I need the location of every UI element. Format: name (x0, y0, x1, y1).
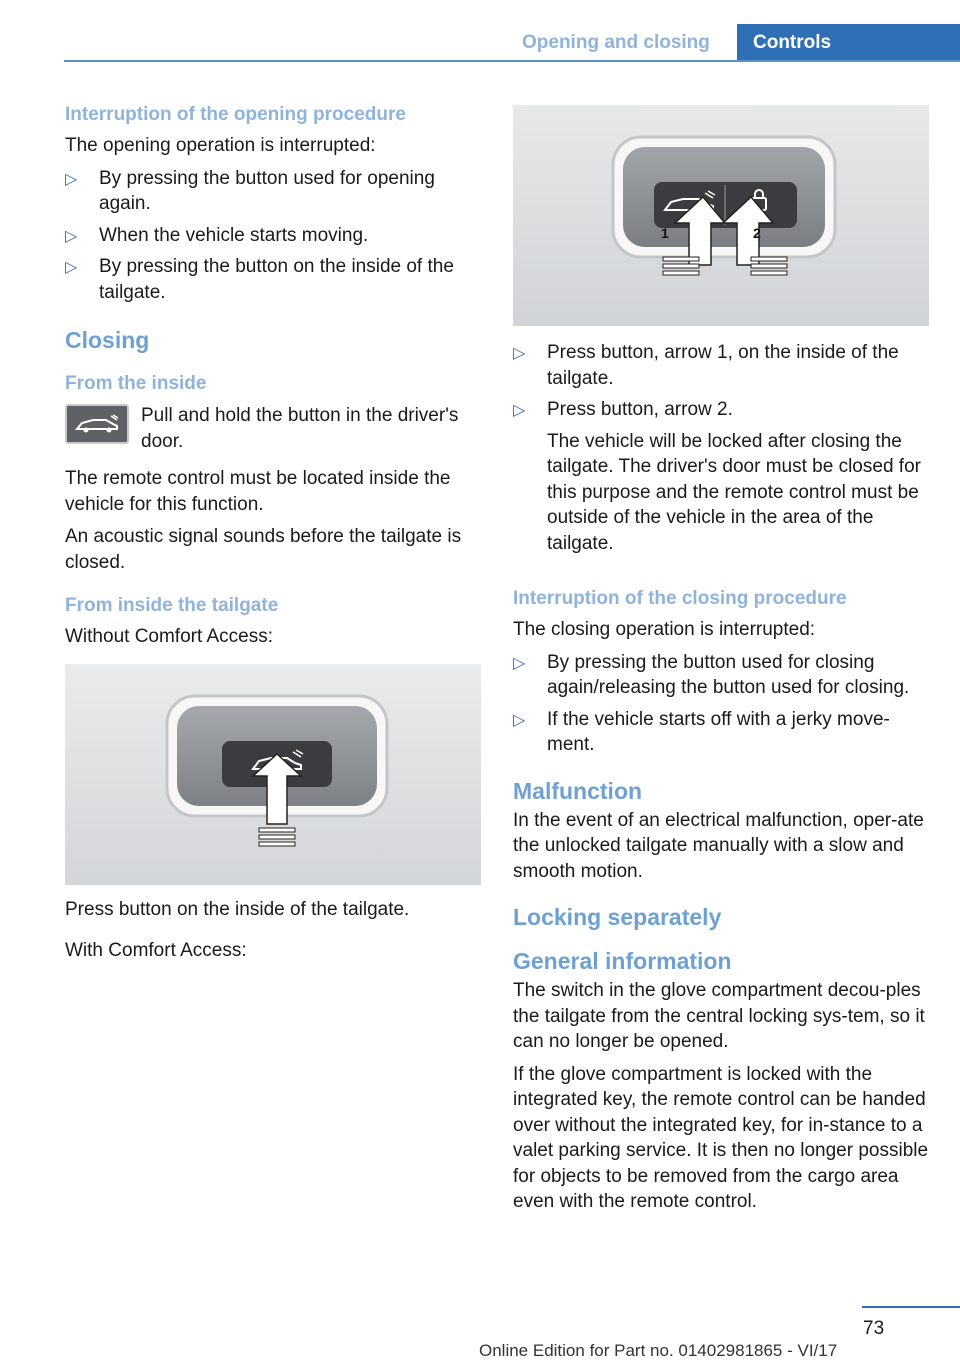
header-chapter-tab: Controls (737, 24, 960, 62)
header-section-title: Opening and closing (522, 32, 710, 53)
left-column (65, 102, 481, 971)
triangle-bullet-icon: ▷ (513, 345, 526, 362)
from-inside-tailgate-heading: From inside the tailgate (65, 595, 279, 616)
press-button-text: Press button on the inside of the tailgate. (65, 898, 410, 920)
list-item: ▷ By pressing the button used for opening again. (65, 167, 435, 214)
arrow-label-1: 1 (661, 225, 669, 241)
edition-text: Online Edition for Part no. 01402981865 - VI/17 (479, 1341, 838, 1360)
closing-heading: Closing (65, 327, 150, 353)
interrupt-closing-intro: The closing operation is interrupted: (513, 619, 816, 640)
interrupt-opening-intro: The opening operation is interrupted: (65, 135, 376, 156)
tailgate-icon (65, 404, 129, 444)
with-comfort-text: With Comfort Access: (65, 940, 247, 961)
closing-steps-list (513, 340, 929, 556)
without-comfort-text: Without Comfort Access: (65, 626, 274, 647)
remote-control-text: The remote control must be located inside the vehicle for this function. (65, 468, 451, 515)
arrow-label-2: 2 (753, 225, 761, 241)
tailgate-button-illustration (65, 664, 481, 885)
list-item: ▷ Press button, arrow 1, on the inside of the tailgate. (513, 342, 899, 389)
interrupt-closing-heading: Interruption of the closing procedure (513, 588, 847, 609)
step-2-detail: The vehicle will be locked after closing the tailgate. The driver's door must be closed for this purpose and the remote control must be outside of the vehicle in the area of the tailgate. (547, 430, 921, 554)
triangle-bullet-icon: ▷ (65, 259, 78, 276)
triangle-bullet-icon: ▷ (65, 227, 78, 245)
list-item: ▷ When the vehicle starts moving. (65, 223, 481, 249)
tailgate-two-buttons-illustration (513, 105, 929, 326)
malfunction-text: In the event of an electrical malfunction, oper‐ate the unlocked tailgate manually with a slow and smooth motion. (513, 809, 924, 882)
triangle-bullet-icon: ▷ (65, 170, 78, 188)
list-item: ▷ By pressing the button used for closing again/releasing the button used for closing. (513, 651, 910, 698)
header-rule (64, 60, 960, 62)
triangle-bullet-icon: ▷ (513, 711, 526, 729)
list-item: ▷ Press button, arrow 2. The vehicle will be locked after closing the tailgate. The driver's door must be closed for this purpose and the remote control must be outside of the vehicle in the area of the tailgate. (513, 397, 929, 556)
general-information-heading: General information (513, 948, 732, 974)
interrupt-opening-list (65, 166, 481, 306)
footer-rule (862, 1306, 960, 1308)
list-item: ▷ By pressing the button on the inside of the tailgate. (65, 256, 454, 303)
locking-separately-heading: Locking separately (513, 904, 722, 930)
general-text-1: The switch in the glove compartment decou‐ples the tailgate from the central locking sys‐tem, so it can no longer be opened. (513, 980, 925, 1052)
interrupt-closing-list (513, 650, 929, 758)
right-column (513, 105, 929, 1222)
general-text-2: If the glove compartment is locked with the integrated key, the remote control can be handed over without the integrated key, for in‐stance to a valet parking service. It is then no longer possible for objects to be removed from the cargo area even with the remote control. (513, 1063, 929, 1212)
triangle-bullet-icon: ▷ (513, 402, 526, 419)
from-inside-heading: From the inside (65, 373, 207, 394)
malfunction-heading: Malfunction (513, 777, 643, 804)
list-item: ▷ If the vehicle starts off with a jerky move‐ment. (513, 708, 890, 755)
from-inside-text: Pull and hold the button in the driver's door. (141, 405, 459, 452)
triangle-bullet-icon: ▷ (513, 654, 526, 672)
page-number: 73 (863, 1318, 885, 1339)
interrupt-opening-heading: Interruption of the opening procedure (65, 104, 406, 125)
acoustic-signal-text: An acoustic signal sounds before the tailgate is closed. (65, 526, 462, 573)
from-inside-row (65, 403, 481, 454)
